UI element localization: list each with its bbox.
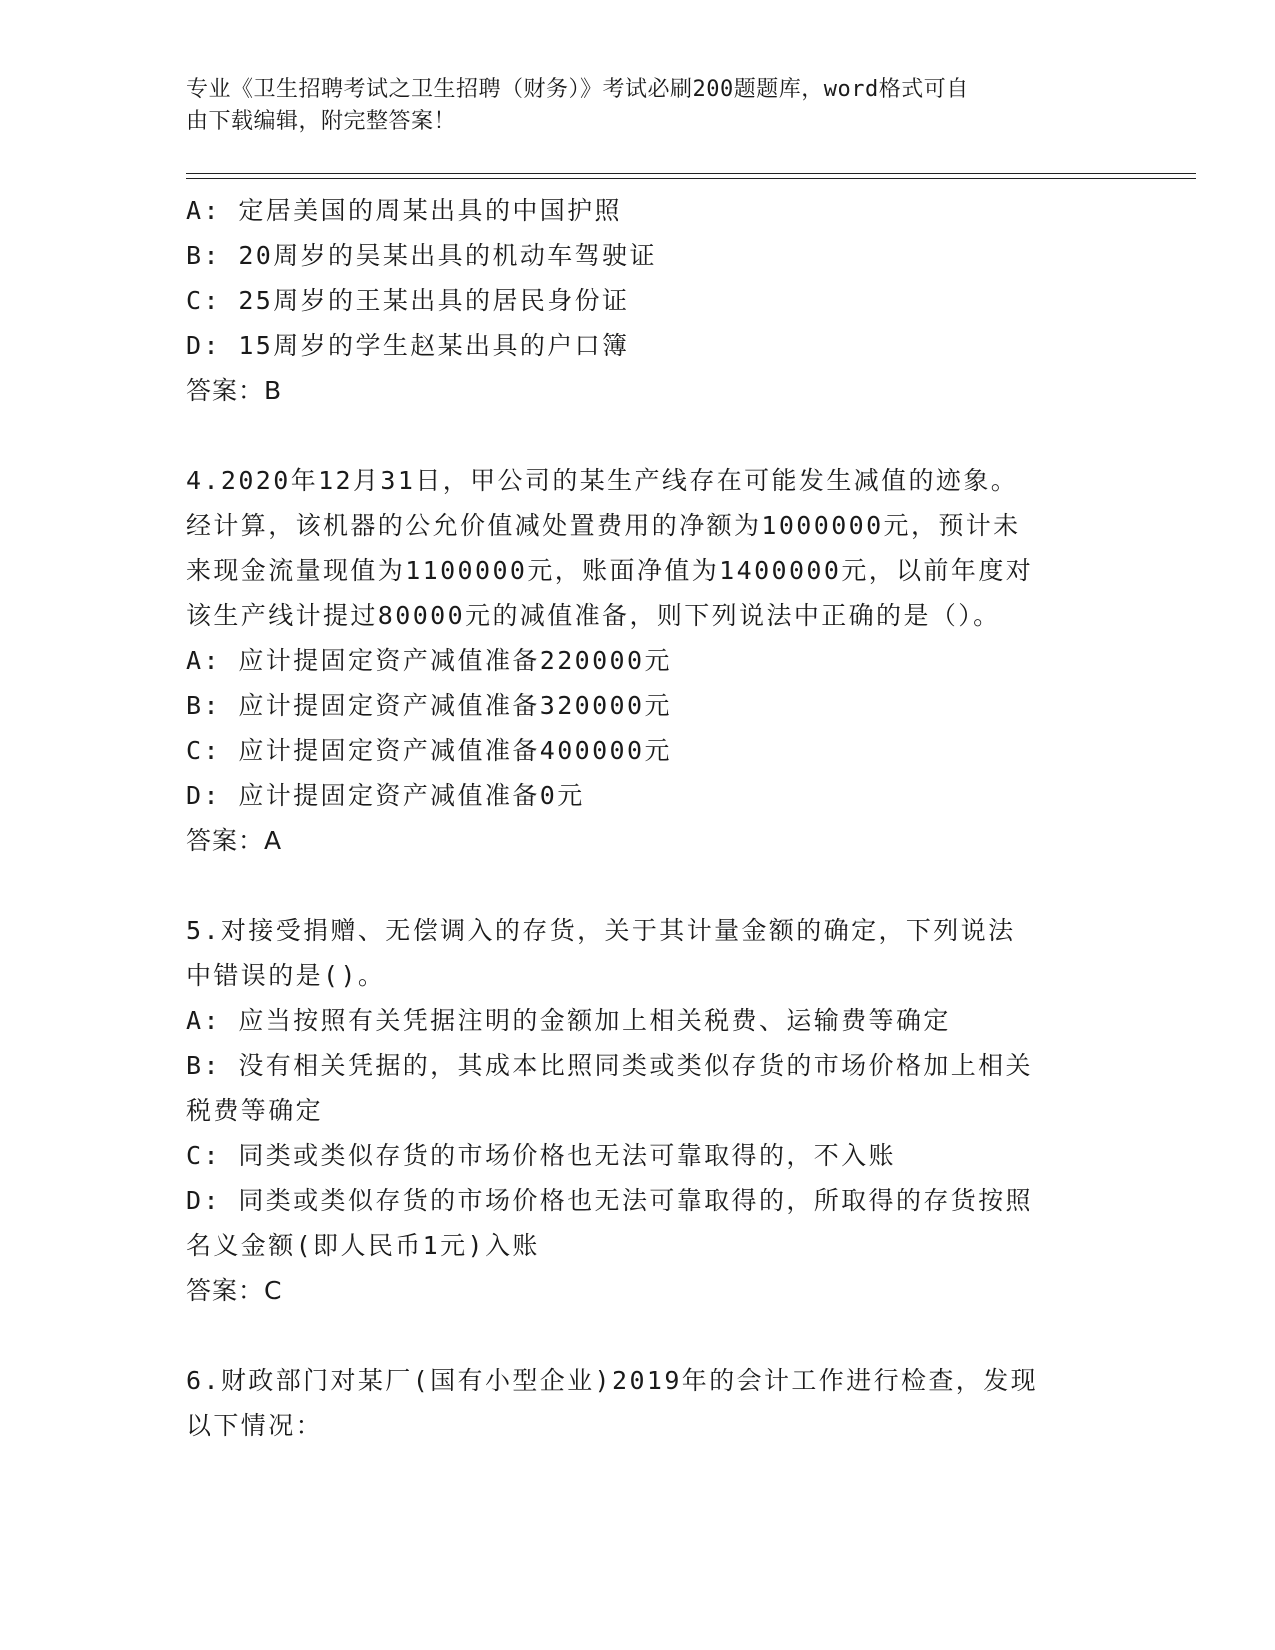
q3-option-b: B: 20周岁的吴某出具的机动车驾驶证 xyxy=(186,241,657,270)
q4-stem-line-4: 该生产线计提过80000元的减值准备，则下列说法中正确的是（）。 xyxy=(186,601,1001,630)
q5-stem-line-2: 中错误的是()。 xyxy=(186,961,386,990)
document-header xyxy=(186,74,1066,138)
q4-option-a: A: 应计提固定资产减值准备220000元 xyxy=(186,646,672,675)
q3-option-a: A: 定居美国的周某出具的中国护照 xyxy=(186,196,622,225)
question-4 xyxy=(186,458,1066,863)
q5-option-c: C: 同类或类似存货的市场价格也无法可靠取得的，不入账 xyxy=(186,1141,896,1170)
q5-stem-line-1: 5.对接受捐赠、无偿调入的存货，关于其计量金额的确定，下列说法 xyxy=(186,916,1016,945)
q4-option-d: D: 应计提固定资产减值准备0元 xyxy=(186,781,585,810)
question-6 xyxy=(186,1358,1066,1448)
spacer xyxy=(186,863,1066,908)
question-3 xyxy=(186,188,1066,413)
q5-option-d-line-1: D: 同类或类似存货的市场价格也无法可靠取得的，所取得的存货按照 xyxy=(186,1186,1033,1215)
q5-answer: 答案：C xyxy=(186,1276,283,1305)
q3-option-d: D: 15周岁的学生赵某出具的户口簿 xyxy=(186,331,630,360)
q5-option-a: A: 应当按照有关凭据注明的金额加上相关税费、运输费等确定 xyxy=(186,1006,951,1035)
question-5 xyxy=(186,908,1066,1313)
q3-option-c: C: 25周岁的王某出具的居民身份证 xyxy=(186,286,630,315)
q4-option-b: B: 应计提固定资产减值准备320000元 xyxy=(186,691,672,720)
q6-stem-line-1: 6.财政部门对某厂(国有小型企业)2019年的会计工作进行检查，发现 xyxy=(186,1366,1039,1395)
spacer xyxy=(186,413,1066,458)
header-title-line-1: 专业《卫生招聘考试之卫生招聘（财务）》考试必刷200题题库，word格式可自 xyxy=(186,77,969,102)
q5-option-d-line-2: 名义金额(即人民币1元)入账 xyxy=(186,1231,540,1260)
q5-option-b-line-1: B: 没有相关凭据的，其成本比照同类或类似存货的市场价格加上相关 xyxy=(186,1051,1033,1080)
header-divider xyxy=(186,173,1196,179)
q4-option-c: C: 应计提固定资产减值准备400000元 xyxy=(186,736,672,765)
spacer xyxy=(186,1313,1066,1358)
question-list xyxy=(186,188,1066,1448)
q3-answer: 答案：B xyxy=(186,376,283,405)
q5-option-b-line-2: 税费等确定 xyxy=(186,1096,324,1125)
header-title-line-2: 由下载编辑，附完整答案！ xyxy=(186,109,457,134)
q4-answer: 答案：A xyxy=(186,826,283,855)
q6-stem-line-2: 以下情况： xyxy=(186,1411,324,1440)
q4-stem-line-1: 4.2020年12月31日，甲公司的某生产线存在可能发生减值的迹象。 xyxy=(186,466,1019,495)
q4-stem-line-2: 经计算，该机器的公允价值减处置费用的净额为1000000元，预计未 xyxy=(186,511,1021,540)
q4-stem-line-3: 来现金流量现值为1100000元，账面净值为1400000元，以前年度对 xyxy=(186,556,1034,585)
